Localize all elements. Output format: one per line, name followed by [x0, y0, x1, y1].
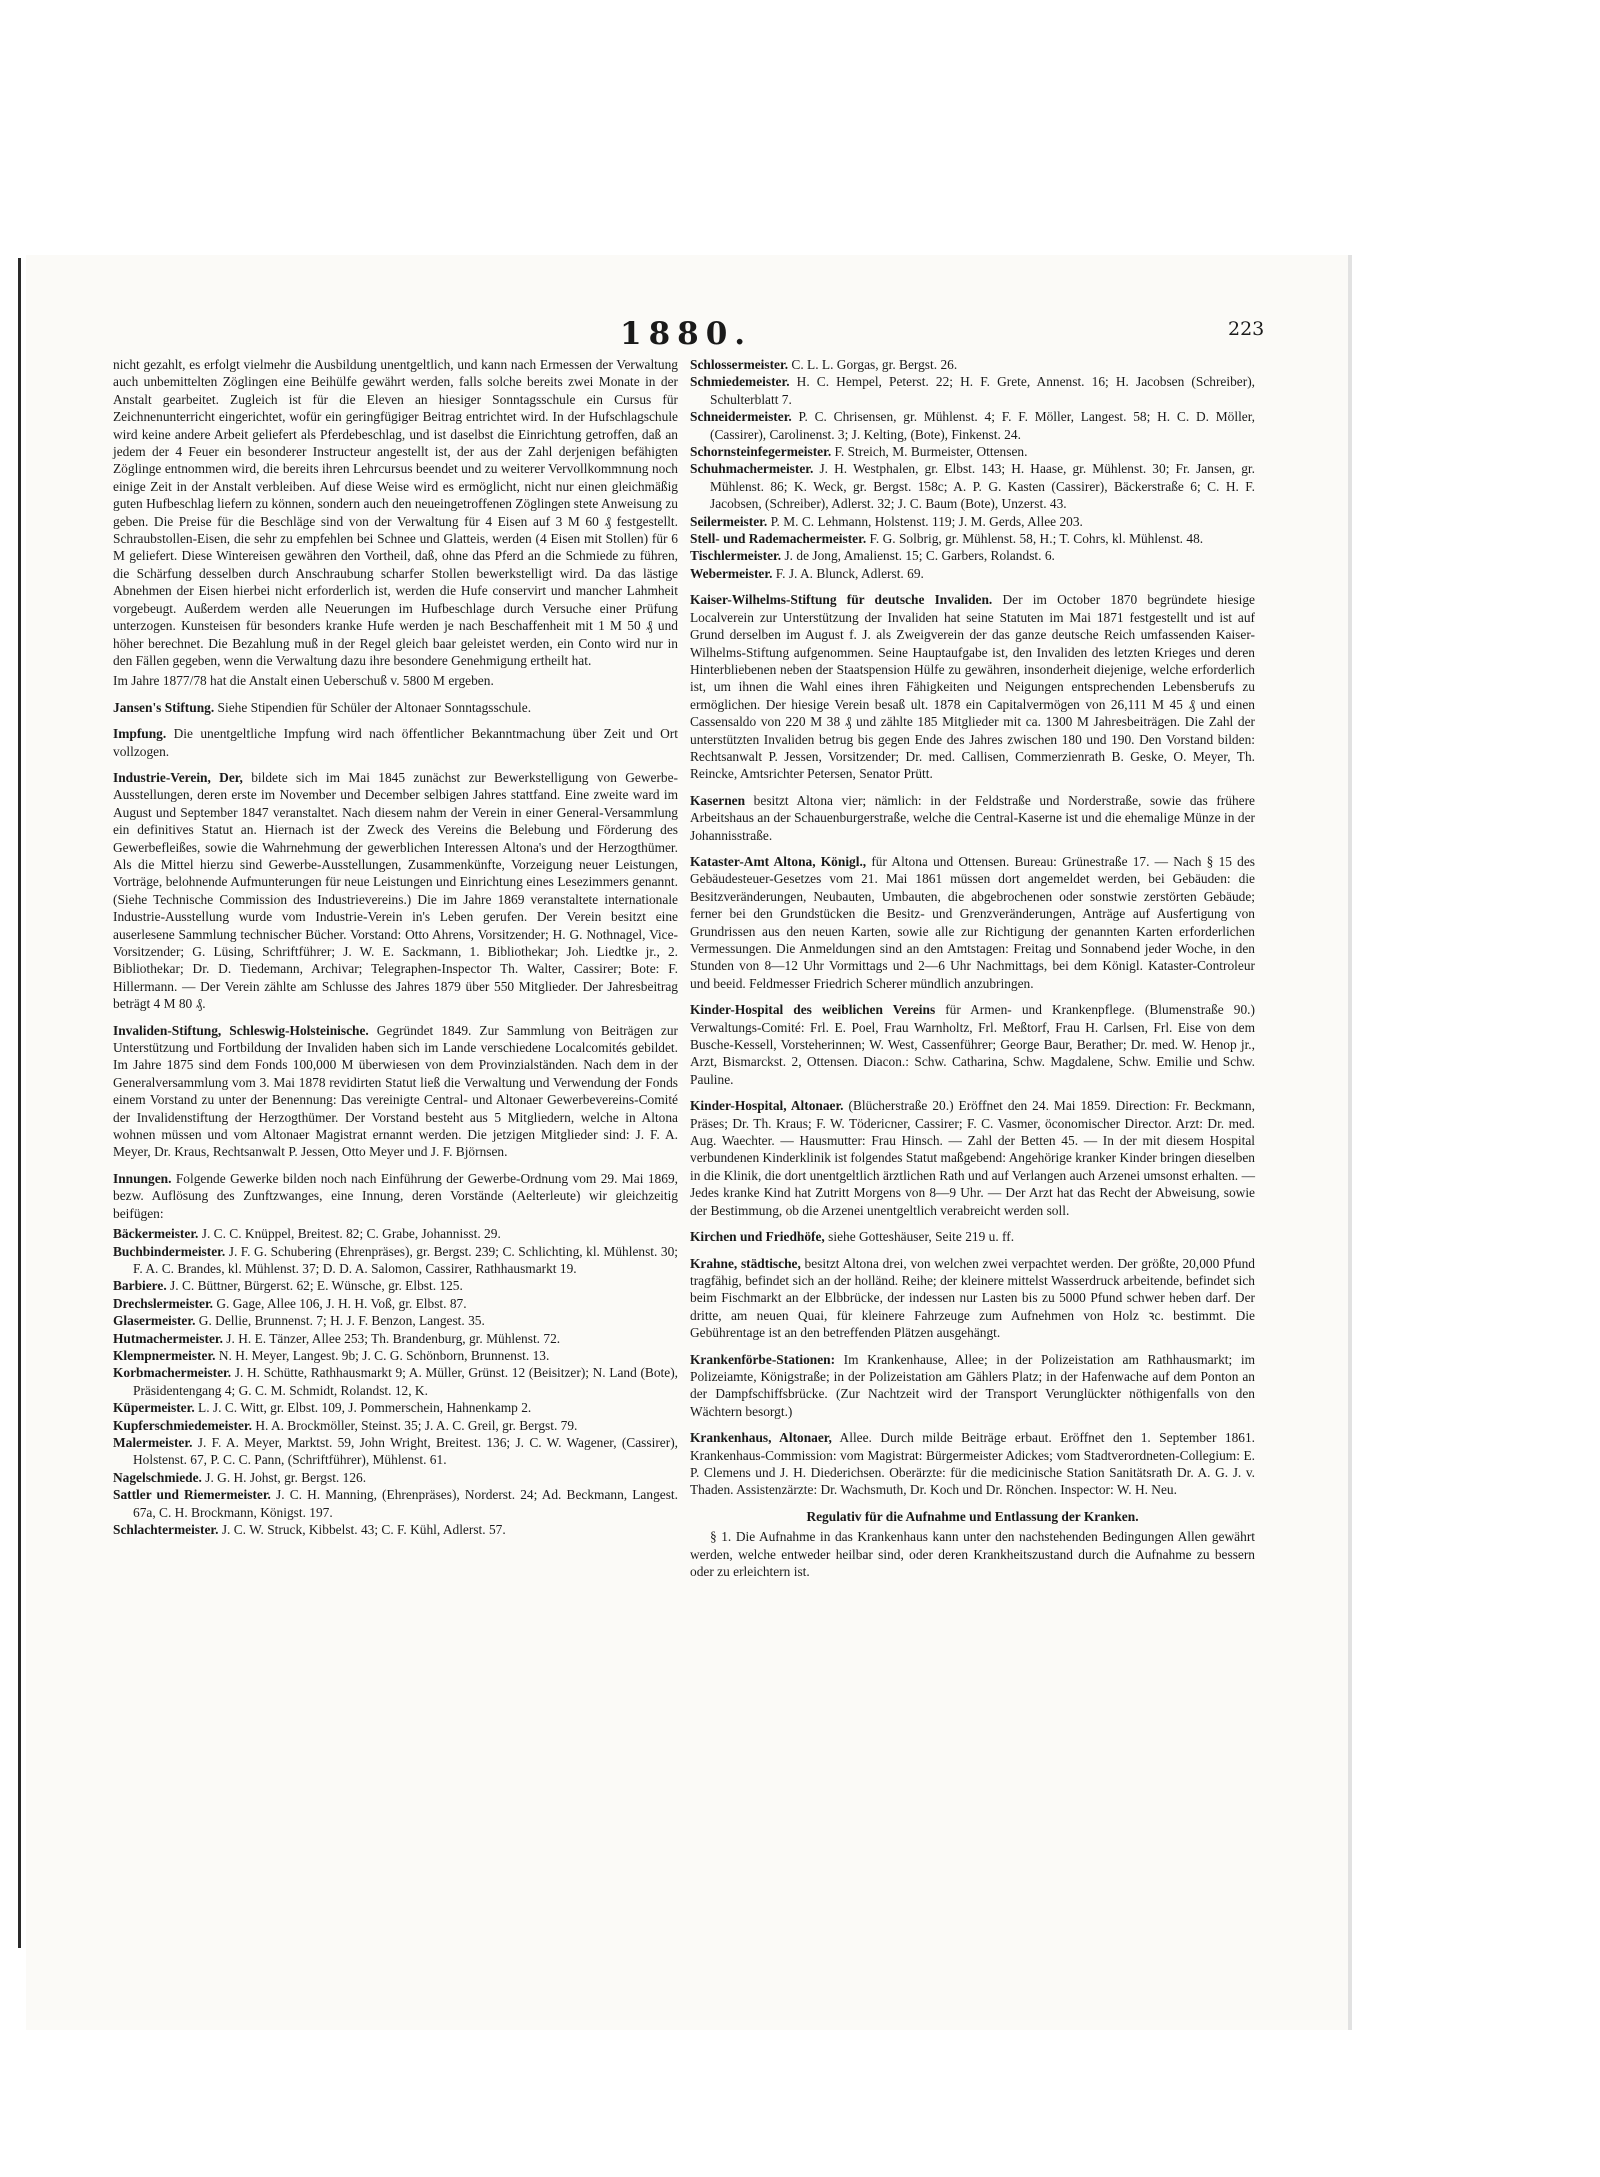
trade-entry: Schlossermeister. C. L. L. Gorgas, gr. Bergst. 26. — [690, 357, 958, 372]
trade-entry: Bäckermeister. J. C. C. Knüppel, Breitest. 82; C. Grabe, Johannisst. 29. — [113, 1226, 501, 1242]
scan-edge-line — [18, 258, 21, 1948]
trade-entry: Seilermeister. P. M. C. Lehmann, Holstenst. 119; J. M. Gerds, Allee 203. — [690, 513, 1083, 529]
trade-entry: Glasermeister. G. Dellie, Brunnenst. 7; H. J. F. Benzon, Langest. 35. — [113, 1313, 485, 1329]
paragraph: Im Jahre 1877/78 hat die Anstalt einen Ueberschuß v. 5800 M ergeben. — [113, 673, 494, 689]
entry-kinder-hospital-altonaer: Kinder-Hospital, Altonaer. (Blücherstraße 20.) Eröffnet den 24. Mai 1859. Direction: Fr. Beckmann, Präses; Dr. Th. Kraus; F. W. Tödericner, Cassirer; F. C. Vasmer, öconomischer Director. Arzt: Dr. med. Aug. Waechter. — Hausmutter: Frau Hinsch. — Zahl der Betten 45. — In der mit diesem Hospital verbundenen Kinderklinik ist folgendes Statut maßgebend: Angehörige kranker Kinder bringen dieselben in die Klinik, die dort unentgeltlich ärztlichen Rath und auf Verlangen auch Arzenei umsonst erhalten. — Jedes kranke Kind hat Zutritt Morgens von 8—9 Uhr. — Der Arzt hat das Recht der Abweisung, sowie der Bestimmung, ob die Arzenei unentgeltlich verabreicht werden soll. — [690, 1098, 1255, 1218]
trade-entry: Webermeister. F. J. A. Blunck, Adlerst. 69. — [690, 565, 924, 581]
trade-entry: Drechslermeister. G. Gage, Allee 106, J. H. H. Voß, gr. Elbst. 87. — [113, 1295, 467, 1311]
page-spine — [1348, 255, 1352, 2030]
trade-entry: Schneidermeister. P. C. Chrisensen, gr. Mühlenst. 4; F. F. Möller, Langest. 58; H. C. D. Möller, (Cassirer), Carolinenst. 3; J. Kelting, (Bote), Finkenst. 24. — [690, 409, 1255, 442]
trade-entry: Nagelschmiede. J. G. H. Johst, gr. Bergst. 126. — [113, 1469, 367, 1485]
trade-entry: Barbiere. J. C. Büttner, Bürgerst. 62; E. Wünsche, gr. Elbst. 125. — [113, 1278, 463, 1294]
entry-kasernen: Kasernen besitzt Altona vier; nämlich: in der Feldstraße und Norderstraße, sowie das frühere Arbeitshaus an der Schauenburgerstraße, welche die Central-Kaserne ist und die ehemalige Münze in der Johannisstraße. — [690, 792, 1255, 843]
entry-kinder-hospital-verein: Kinder-Hospital des weiblichen Vereins für Armen- und Krankenpflege. (Blumenstraße 90.) Verwaltungs-Comité: Frl. E. Poel, Frau Warnholtz, Frl. Meßtorf, Frau H. Carlsen, Frl. Eise von dem Busche-Kessell, Vorsteherinnen; W. West, Cassenführer; George Baur, Berather; Dr. med. W. Henop jr., Arzt, Bismarckst. 2, Ottensen. Diacon.: Schw. Catharina, Schw. Magdalene, Schw. Emilie und Schw. Pauline. — [690, 1002, 1255, 1087]
entry-invaliden-stiftung: Invaliden-Stiftung, Schleswig-Holsteinische. Gegründet 1849. Zur Sammlung von Beiträgen zur Unterstützung und Fortbildung der Invaliden haben sich im Lande verschiedene Localcomités gebildet. Im Jahre 1875 sind dem Fonds 100,000 M überwiesen von dem Provinzialständen. Nach dem in der Generalversammlung vom 3. Mai 1878 revidirten Statut ließ die Verwaltung und Verwendung der Fonds einem Vorstand zu unter der Benennung: Das vereinigte Central- und Altonaer Gewerbevereins-Comité der Invalidenstiftung der Herzogthümer. Der Vorstand besteht aus 5 Mitgliedern, welche in Altona wohnen müssen und vom Altonaer Magistrat ernannt werden. Die jetzigen Mitglieder sind: J. F. A. Meyer, Dr. Kraus, Rechtsanwalt P. Jessen, Otto Meyer und J. F. Björnsen. — [113, 1022, 678, 1160]
entry-krankenhaus: Krankenhaus, Altonaer, Allee. Durch milde Beiträge erbaut. Eröffnet den 1. September 1861. Krankenhaus-Commission: vom Magistrat: Bürgermeister Adickes; vom Stadtverordneten-Collegium: E. P. Clemens und J. H. Diederichsen. Oberärzte: für die medicinische Station Sanitätsrath Dr. A. G. J. v. Thaden. Assistenzärzte: Dr. Wachsmuth, Dr. Koch und Dr. Rönchen. Inspector: W. H. Neu. — [690, 1430, 1255, 1498]
entry-impfung: Impfung. Die unentgeltliche Impfung wird nach öffentlicher Bekanntmachung über Zeit und Ort vollzogen. — [113, 726, 678, 759]
entry-kaiser-wilhelms-stiftung: Kaiser-Wilhelms-Stiftung für deutsche Invaliden. Der im October 1870 begründete hiesige Localverein zur Unterstützung der Invaliden hat seine Statuten im Mai 1871 festgestellt und ist auf Grund derselben im August f. J. als Zweigverein der das ganze deutsche Reich umfassenden Kaiser-Wilhelms-Stiftung aufgenommen. Seine Hauptaufgabe ist, den Invaliden des letzten Krieges und deren Hinterbliebenen neben der Staatspension Hülfe zu gewähren, insonderheit diejenige, welche erforderlich ist, um ihnen die Wahl eines ihren Fähigkeiten und Neigungen entsprechenden Lebensberufs zu ermöglichen. Der hiesige Verein besaß ult. 1878 ein Capitalvermögen von 26,111 M 45 ₰ und einen Cassensaldo von 220 M 38 ₰ und zählte 185 Mitglieder mit ca. 1300 M Jahresbeiträgen. Die Zahl der unterstützten Invaliden betrug bis gegen Ende des Jahres zwischen 180 und 190. Den Vorstand bilden: Rechtsanwalt P. Jessen, Vorsitzender; Dr. med. Callisen, Commerzienrath B. Geske, O. Meyer, Th. Reincke, Amtsrichter Petersen, Senator Prütt. — [690, 592, 1255, 782]
running-head-year: 1880. — [620, 316, 753, 352]
entry-krankenfoerbe-stationen: Krankenförbe-Stationen: Im Krankenhause, Allee; in der Polizeistation am Rathhausmarkt; im Polizeiamte, Königstraße; in der Polizeistation am Gählers Platz; in der Hafenwache auf dem Ponton an der Dampfschiffsbrücke. (Zur Nachtzeit wird der Transport Verunglückter nöthigenfalls von den Wächtern besorgt.) — [690, 1351, 1255, 1419]
entry-kirchen-friedhoefe: Kirchen und Friedhöfe, siehe Gotteshäuser, Seite 219 u. ff. — [690, 1229, 1015, 1245]
entry-innungen: Innungen. Folgende Gewerke bilden noch nach Einführung der Gewerbe-Ordnung vom 29. Mai 1869, bezw. Auflösung des Zunftzwanges, eine Innung, deren Vorstände (Aelterleute) wir gleichzeitig beifügen: — [113, 1170, 678, 1221]
entry-kataster-amt: Kataster-Amt Altona, Königl., für Altona und Ottensen. Bureau: Grünestraße 17. — Nach § 15 des Gebäudesteuer-Gesetzes vom 21. Mai 1861 müssen dort angemeldet werden, bei Gebäuden: die Besitzveränderungen, Neubauten, Umbauten, die abgebrochenen oder sonstwie zerstörten Gebäude; ferner bei den Grundstücken die Besitz- und Grenzveränderungen, Anträge auf Ausfertigung von Grundrissen aus den neuen Karten, sowie alle zur Richtigung der genannten Karten erforderlichen Vermessungen. Die Anmeldungen sind an den Amtstagen: Freitag und Sonnabend jeder Woche, in den Stunden von 8—12 Uhr Vormittags und 2—6 Uhr Nachmittags, bei dem Königl. Kataster-Controleur und beeid. Feldmesser Friedrich Scherer mündlich anzubringen. — [690, 853, 1256, 991]
trade-entry: Korbmachermeister. J. H. Schütte, Rathhausmarkt 9; A. Müller, Grünst. 12 (Beisitzer); N. Land (Bote), Präsidentengang 4; G. C. M. Schmidt, Rolandst. 12, K. — [113, 1365, 678, 1398]
trade-entry: Sattler und Riemermeister. J. C. H. Manning, (Ehrenpräses), Norderst. 24; Ad. Beckmann, Langest. 67a, C. H. Brockmann, Königst. 197. — [113, 1487, 678, 1520]
entry-krahne: Krahne, städtische, besitzt Altona drei, von welchen zwei verpachtet werden. Der größte, 20,000 Pfund tragfähig, befindet sich an der holländ. Reihe; der kleinere mittelst Wasserdruck arbeitende, befindet sich beim Fischmarkt an der Elbbrücke, der indessen nur Lasten bis zu 5000 Pfund schwer heben darf. Der dritte, am neuen Quai, für kleinere Fahrzeuge zum Aufnehmen von Holz ꝛc. bestimmt. Die Gebührentage ist an den betreffenden Plätzen ausgehängt. — [690, 1255, 1255, 1341]
right-column — [690, 356, 1255, 1583]
trade-entry: Stell- und Rademachermeister. F. G. Solbrig, gr. Mühlenst. 58, H.; T. Cohrs, kl. Mühlenst. 48. — [690, 531, 1204, 547]
entry-industrie-verein: Industrie-Verein, Der, bildete sich im Mai 1845 zunächst zur Bewerkstelligung von Gewerbe-Ausstellungen, deren erste im November und December selbigen Jahres stattfand. Eine zweite ward im August und September 1847 veranstaltet. Nach diesem nahm der Verein in einer General-Versammlung ein definitives Statut an. Hiernach ist der Zweck des Vereins die Belebung und Förderung des Gewerbefleißes, sowie die Wahrnehmung der gewerblichen Interessen Altona's und der Herzogthümer. Als die Mittel hierzu sind Gewerbe-Ausstellungen, Zusammenkünfte, Vorzeigung neuer Leistungen, Vorträge, belohnende Aufmunterungen für neue Leistungen und Einrichtung eines Lesezimmers genannt. (Siehe Technische Commission des Industrievereins.) Die im Jahre 1869 veranstaltete internationale Industrie-Ausstellung wurde vom Industrie-Verein in's Leben gerufen. Der Verein besitzt eine auserlesene Sammlung technischer Bücher. Vorstand: Otto Ahrens, Vorsitzender; H. G. Nothnagel, Vice-Vorsitzender; G. Lüsing, Schriftführer; J. W. E. Sackmann, 1. Bibliothekar; Joh. Liedtke jr., 2. Bibliothekar; Dr. D. Tiedemann, Archivar; Telegraphen-Inspector Th. Walter, Cassirer; Bote: F. Hillermann. — Der Verein zählte am Schlusse des Jahres 1879 über 550 Mitglieder. Der Jahresbeitrag beträgt 4 M 80 ₰. — [113, 769, 679, 1012]
trade-entry: Buchbindermeister. J. F. G. Schubering (Ehrenpräses), gr. Bergst. 239; C. Schlichting, kl. Mühlenst. 30; F. A. C. Brandes, kl. Mühlenst. 37; D. D. A. Salomon, Cassirer, Rathhausmarkt 19. — [113, 1243, 678, 1276]
trade-entry: Schuhmachermeister. J. H. Westphalen, gr. Elbst. 143; H. Haase, gr. Mühlenst. 30; Fr. Jansen, gr. Mühlenst. 86; K. Weck, gr. Bergst. 158c; A. P. G. Kasten (Cassirer), Bäckerstraße 6; C. H. F. Jacobsen, (Schreiber), Adlerst. 32; J. C. Baum (Bote), Unzerst. 43. — [690, 461, 1255, 512]
regulativ-heading: Regulativ für die Aufnahme und Entlassung der Kranken. — [806, 1508, 1139, 1524]
trade-entry: Tischlermeister. J. de Jong, Amalienst. 15; C. Garbers, Rolandst. 6. — [690, 548, 1055, 564]
trade-entry: Klempnermeister. N. H. Meyer, Langest. 9b; J. C. G. Schönborn, Brunnenst. 13. — [113, 1347, 550, 1363]
trade-entry: Kupferschmiedemeister. H. A. Brockmöller, Steinst. 35; J. A. C. Greil, gr. Bergst. 79. — [113, 1417, 578, 1433]
trade-entry: Malermeister. J. F. A. Meyer, Marktst. 59, John Wright, Breitest. 136; J. C. W. Wagener, (Cassirer), Holstenst. 67, P. C. C. Pann, (Schriftführer), Mühlenst. 61. — [113, 1434, 678, 1468]
trade-entry: Hutmachermeister. J. H. E. Tänzer, Allee 253; Th. Brandenburg, gr. Mühlenst. 72. — [113, 1330, 561, 1346]
trade-entry: Schmiedemeister. H. C. Hempel, Peterst. 22; H. F. Grete, Annenst. 16; H. Jacobsen (Schreiber), Schulterblatt 7. — [690, 374, 1255, 407]
trade-entry: Schornsteinfegermeister. F. Streich, M. Burmeister, Ottensen. — [690, 444, 1028, 460]
paragraph: nicht gezahlt, es erfolgt vielmehr die Ausbildung unentgeltlich, und kann nach Ermessen der Verwaltung auch unbemittelten Zöglingen eine Beihülfe gewährt werden, falls solche bereits zwei Monate in der Anstalt gearbeitet. Zugleich ist für die Eleven an hiesiger Sonntagsschule ein Cursus für Zeichnenunterricht eingerichtet, wofür ein geringfügiger Beitrag entrichtet wird. In der Hufschlagschule wird keine andere Arbeit geliefert als Pferdebeschlag, und ist daselbst die Einrichtung getroffen, daß an jedem der 4 Feuer ein besonderer Instructeur angestellt ist, der aus der Zahl derjenigen befähigten Zöglinge entnommen wird, die bereits ihren Lehrcursus beendet und zu weiterer Vervollkommnung noch einige Zeit in der Anstalt verbleiben. Auf diese Weise wird es ermöglicht, nicht nur einen gleichmäßig guten Hufbeschlag liefern zu können, sondern auch den neueingetroffenen Zöglingen stete Anweisung zu geben. Die Preise für die Beschläge sind von der Verwaltung für 4 Eisen auf 3 M 60 ₰ festgestellt. Schraubstollen-Eisen, die sehr zu empfehlen bei Schnee und Glatteis, werden (4 Eisen mit Stollen) für 6 M geliefert. Diese Wintereisen gewähren den Vortheil, daß, ohne das Pferd an die Schmiede zu führen, die Schärfung desselben durch Anschraubung scharfer Stollen bewerkstelligt wird. Da das lästige Abnehmen der Eisen hierbei nicht erforderlich ist, werden die Hufe conservirt und mancher Lahmheit vorgebeugt. Außerdem werden alle Neuerungen im Hufbeschlage durch Versuche einer Prüfung unterzogen. Kunsteisen für besonders kranke Hufe werden je nach Beschaffenheit mit 1 M 50 ₰ und höher berechnet. Die Bezahlung muß in der Regel gleich baar geleistet werden, ein Conto wird nur in den Fällen gegeben, wenn die Verwaltung dazu ihre besondere Genehmigung ertheilt hat. — [113, 357, 678, 668]
page-number: 223 — [1228, 318, 1265, 340]
entry-jansens-stiftung: Jansen's Stiftung. Siehe Stipendien für Schüler der Altonaer Sonntagsschule. — [113, 699, 532, 715]
trade-entry: Schlachtermeister. J. C. W. Struck, Kibbelst. 43; C. F. Kühl, Adlerst. 57. — [113, 1522, 506, 1537]
trade-entry: Küpermeister. L. J. C. Witt, gr. Elbst. 109, J. Pommerschein, Hahnenkamp 2. — [113, 1400, 532, 1416]
regulativ-paragraph-1: § 1. Die Aufnahme in das Krankenhaus kann unter den nachstehenden Bedingungen Allen gewährt werden, welche entweder heilbar sind, oder deren Krankheitszustand durch die Aufnahme zu bessern oder zu erleichtern ist. — [690, 1529, 1255, 1579]
left-column — [113, 356, 678, 1538]
